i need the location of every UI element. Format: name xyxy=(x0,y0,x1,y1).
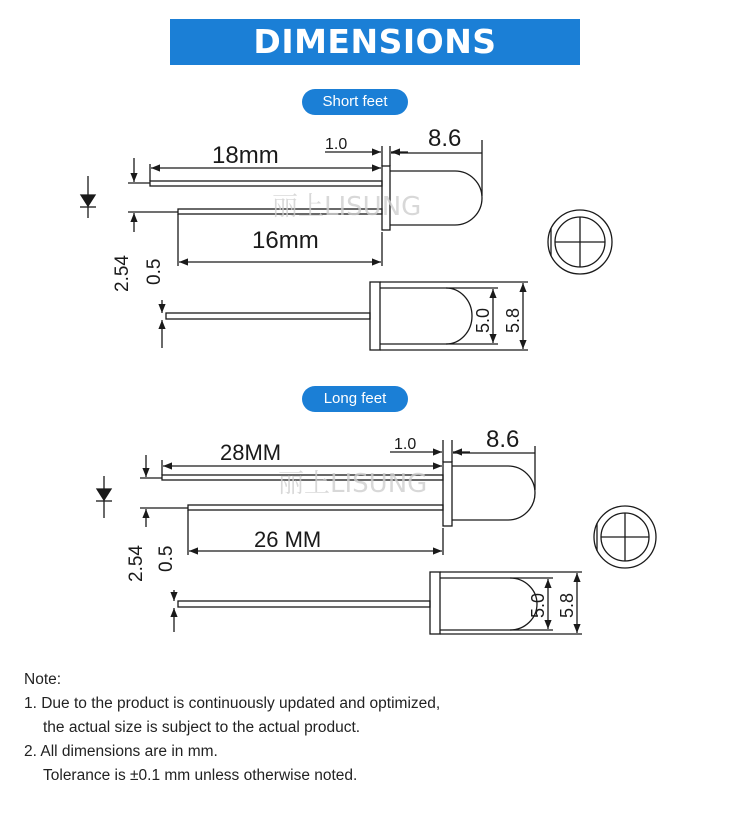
long-side-lead xyxy=(178,601,430,607)
section-label-long-feet: Long feet xyxy=(302,386,408,412)
short-side-lead xyxy=(166,313,370,319)
section-label-short-feet: Short feet xyxy=(302,89,408,115)
long-lens-dia-label: 5.0 xyxy=(528,592,548,618)
short-watermark: 丽上LISUNG xyxy=(272,192,422,222)
short-lens-dia-label: 5.0 xyxy=(473,307,493,333)
notes xyxy=(24,668,440,788)
long-lens-body xyxy=(452,466,535,520)
note-item-2: 2. All dimensions are in mm. xyxy=(24,743,218,760)
note-heading: Note: xyxy=(24,671,62,688)
note-item-2-cont: Tolerance is ±0.1 mm unless otherwise noted. xyxy=(43,767,358,784)
long-watermark: 丽上LISUNG xyxy=(278,469,428,499)
note-item-1: 1. Due to the product is continuously updated and optimized, xyxy=(24,695,441,712)
long-lead-short-label: 26 MM xyxy=(254,527,322,552)
short-lead-long xyxy=(150,181,382,186)
short-flange-dia-label: 5.8 xyxy=(503,307,523,333)
long-pitch-label: 2.54 xyxy=(126,545,147,582)
long-lead-short xyxy=(188,505,443,510)
short-body-length-label: 8.6 xyxy=(428,125,462,152)
short-lead-short-label: 16mm xyxy=(252,227,319,254)
short-pitch-label: 2.54 xyxy=(112,255,133,292)
long-lead-long-label: 28MM xyxy=(220,440,282,465)
short-side-lens xyxy=(380,288,472,344)
long-side-lens xyxy=(440,578,537,630)
long-flange xyxy=(443,462,452,526)
short-flange-label: 1.0 xyxy=(325,136,348,153)
short-lead-width-label: 0.5 xyxy=(144,258,165,285)
long-flange-dia-label: 5.8 xyxy=(557,592,577,618)
short-side-flange xyxy=(370,282,380,350)
note-item-1-cont: the actual size is subject to the actual product. xyxy=(43,719,361,736)
long-flange-label: 1.0 xyxy=(394,436,417,453)
long-body-length-label: 8.6 xyxy=(486,426,520,453)
page-title: DIMENSIONS xyxy=(170,19,580,65)
long-side-flange xyxy=(430,572,440,634)
long-lead-width-label: 0.5 xyxy=(156,545,177,572)
short-feet-drawing xyxy=(80,140,612,350)
short-lead-long-label: 18mm xyxy=(212,142,279,169)
